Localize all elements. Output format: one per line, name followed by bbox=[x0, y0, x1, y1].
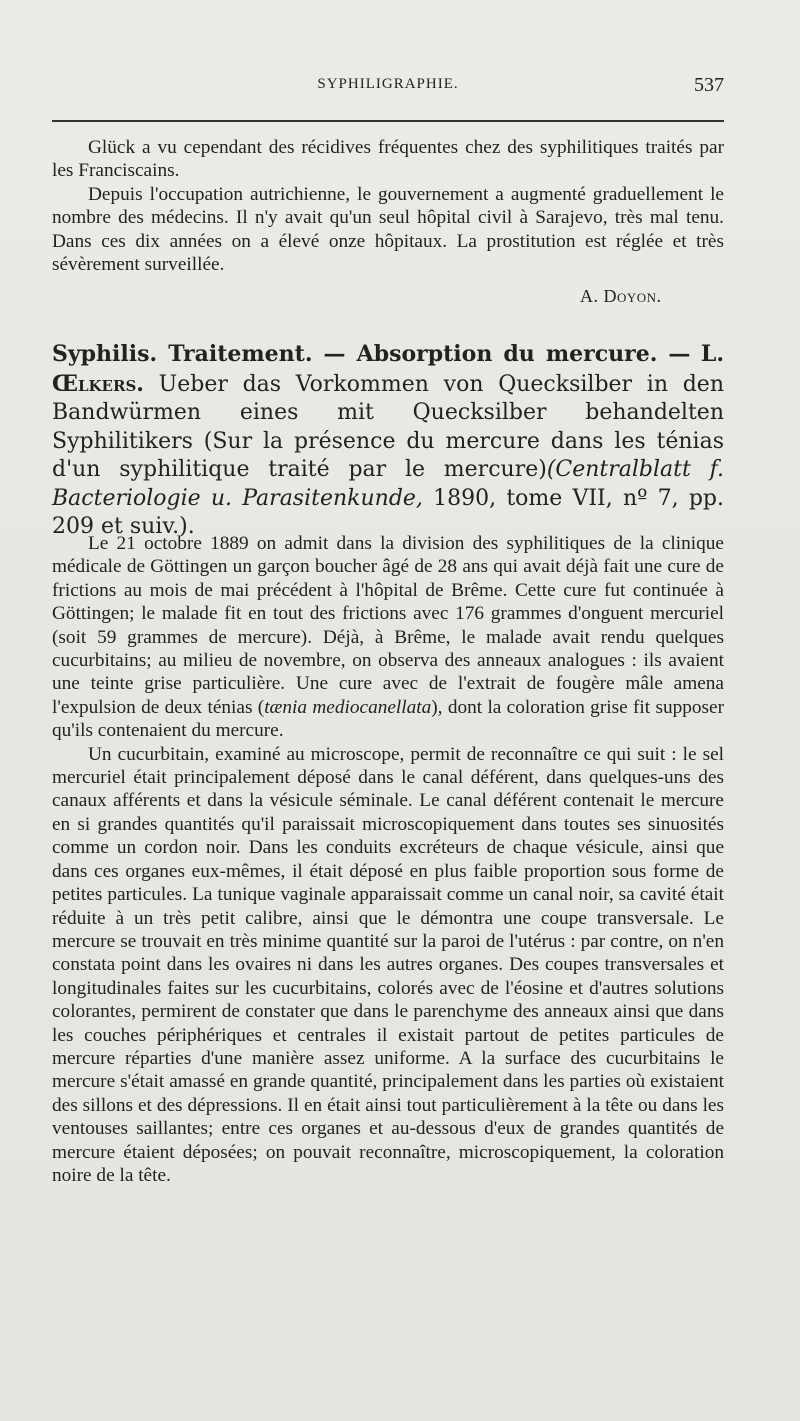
signature-initial: A. bbox=[580, 286, 599, 306]
running-title: SYPHILIGRAPHIE. bbox=[317, 76, 459, 92]
running-head bbox=[52, 76, 724, 104]
article-title: Ueber das Vorkommen von Quecksilber in den Bandwürmen eines mit Quecksilber behandelten Syphilitikers (Sur la présence du mercure dans les ténias d'un syphilitique traité par le mercure) bbox=[52, 371, 724, 482]
previous-article-end bbox=[52, 136, 724, 276]
subject-heading: Syphilis. Traitement. — Absorption du mercure. — bbox=[52, 341, 691, 367]
paragraph: Un cucurbitain, examiné au microscope, permit de reconnaître ce qui suit : le sel mercuriel était principalement déposé dans le canal déférent, dans quelques-uns des canaux afférents et dans la vésicule séminale. Le canal déférent contenait le mercure en si grandes quantités qu'il paraissait microscopiquement dans toutes ses sinuosités comme un cordon noir. Dans les conduits excréteurs de chaque vésicule, ainsi que dans ces organes eux-mêmes, il était déposé en plus faible proportion sous forme de petites particules. La tunique vaginale apparaissait comme un canal noir, sa cavité était réduite à un très petit calibre, ainsi que le démontra une coupe transversale. Le mercure se trouvait en très minime quantité sur la paroi de l'utérus : par contre, on n'en constata point dans les ovaires ni dans les autres organes. Des coupes transversales et longitudinales faites sur les cucurbitains, colorés avec de l'éosine et d'autres solutions colorantes, permirent de constater que dans le parenchyme des anneaux ainsi que dans les couches périphériques et centrales il existait partout de petites particules de mercure réparties d'une manière assez uniforme. A la surface des cucurbitains le mercure s'était amassé en grande quantité, principalement dans les parties où existaient des sillons et des dépressions. Il en était ainsi tout particulièrement à la tête ou dans les ventouses saillantes; entre ces organes et au-dessous d'eux de grandes quantités de mercure étaient déposées; on pouvait reconnaître, microscopiquement, la coloration noire de la tête. bbox=[52, 743, 724, 1186]
header-rule bbox=[52, 120, 724, 122]
paragraph: Glück a vu cependant des récidives fréquentes chez des syphilitiques traités par les Franciscains. bbox=[52, 137, 724, 182]
text-run: Le 21 octobre 1889 on admit dans la division des syphilitiques de la clinique médicale de Göttingen un garçon boucher âgé de 28 ans qui avait déjà fait une cure de frictions au mois de mai précédent à l'hôpital de Brême. Cette cure fut continuée à Göttingen; le malade fit en tout des frictions avec 176 grammes d'onguent mercuriel (soit 59 grammes de mercure). Déjà, à Brême, le malade avait rendu quelques cucurbitains; au milieu de novembre, on observa des anneaux analogues : ils avaient une teinte grise particulière. Une cure avec de l'extrait de fougère mâle amena l'expulsion de deux ténias ( bbox=[52, 533, 724, 718]
paragraph: Depuis l'occupation autrichienne, le gouvernement a augmenté graduellement le nombre des médecins. Il n'y avait qu'un seul hôpital civil à Sarajevo, très mal tenu. Dans ces dix années on a élevé onze hôpitaux. La prostitution est réglée et très sévèrement surveillée. bbox=[52, 183, 724, 276]
signature bbox=[580, 286, 662, 307]
page-number: 537 bbox=[694, 74, 724, 96]
species-name: tænia mediocanellata bbox=[264, 696, 432, 718]
journal-name: (Centralblatt f. Bacteriologie u. Parasitenkunde, bbox=[52, 457, 724, 511]
text-run: ), dont la coloration grise fit supposer qu'ils contenaient du mercure. bbox=[52, 696, 724, 742]
signature-name: Doyon. bbox=[603, 286, 662, 306]
author-name: Œlkers. bbox=[52, 370, 144, 397]
author-initial: L. bbox=[700, 341, 724, 367]
article-body bbox=[52, 532, 724, 1187]
paragraph bbox=[52, 532, 724, 743]
citation: 1890, tome VII, nº 7, pp. 209 et suiv.). bbox=[52, 485, 724, 539]
article-reference bbox=[52, 340, 724, 542]
